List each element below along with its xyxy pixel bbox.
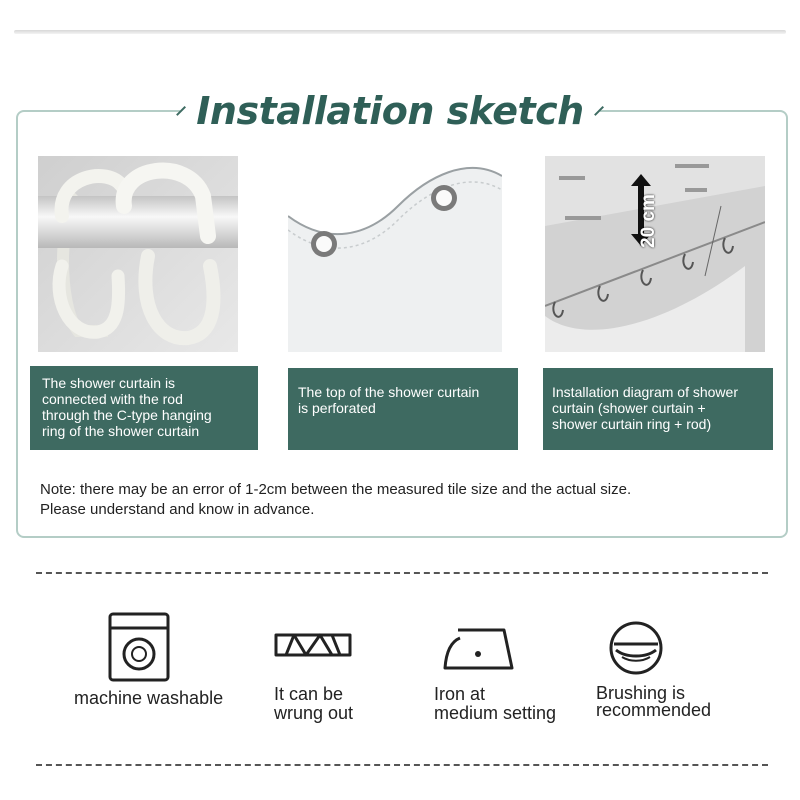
- perforated-top-photo: [288, 156, 502, 352]
- note-line: Note: there may be an error of 1-2cm between the measured tile size and the actual size.: [40, 481, 632, 498]
- section-title: Installation sketch: [196, 89, 584, 133]
- care-line: medium setting: [434, 703, 557, 723]
- care-line: Brushing is: [596, 683, 686, 703]
- care-label-iron: [434, 685, 556, 723]
- dashed-divider: [36, 572, 768, 574]
- caption-line: connected with the rod: [42, 391, 183, 407]
- care-line: wrung out: [274, 703, 354, 723]
- caption-line: ring of the shower curtain: [42, 423, 200, 439]
- caption-line: is perforated: [298, 400, 376, 416]
- caption-line: through the C-type hanging: [42, 407, 212, 423]
- caption-line: The shower curtain is: [42, 375, 176, 391]
- caption-c-ring: [30, 366, 258, 450]
- caption-line: The top of the shower curtain: [298, 384, 480, 400]
- brush-icon: [608, 620, 664, 676]
- caption-perforated: [288, 368, 518, 450]
- care-line: machine washable: [74, 688, 224, 708]
- care-label-brush: [596, 685, 711, 719]
- care-label-washable: [74, 689, 223, 708]
- caption-line: shower curtain ring + rod): [552, 416, 712, 432]
- iron-icon: [442, 626, 516, 670]
- caption-line: curtain (shower curtain +: [552, 400, 706, 416]
- caption-line: Installation diagram of shower: [552, 384, 738, 400]
- top-divider: [14, 30, 786, 34]
- size-note: [40, 480, 770, 520]
- care-line: Iron at: [434, 684, 486, 704]
- caption-installation: [543, 368, 773, 450]
- care-label-wring: [274, 685, 353, 723]
- wring-icon: [274, 632, 352, 658]
- diamond-left-icon: [176, 106, 186, 116]
- dashed-divider: [36, 764, 768, 766]
- note-line: Please understand and know in advance.: [40, 501, 315, 518]
- care-line: recommended: [596, 700, 712, 720]
- care-line: It can be: [274, 684, 344, 704]
- diagram-size-label: 20 cm: [638, 194, 659, 248]
- washing-machine-icon: [108, 612, 170, 682]
- c-ring-photo: [38, 156, 238, 352]
- section-header: [180, 86, 600, 136]
